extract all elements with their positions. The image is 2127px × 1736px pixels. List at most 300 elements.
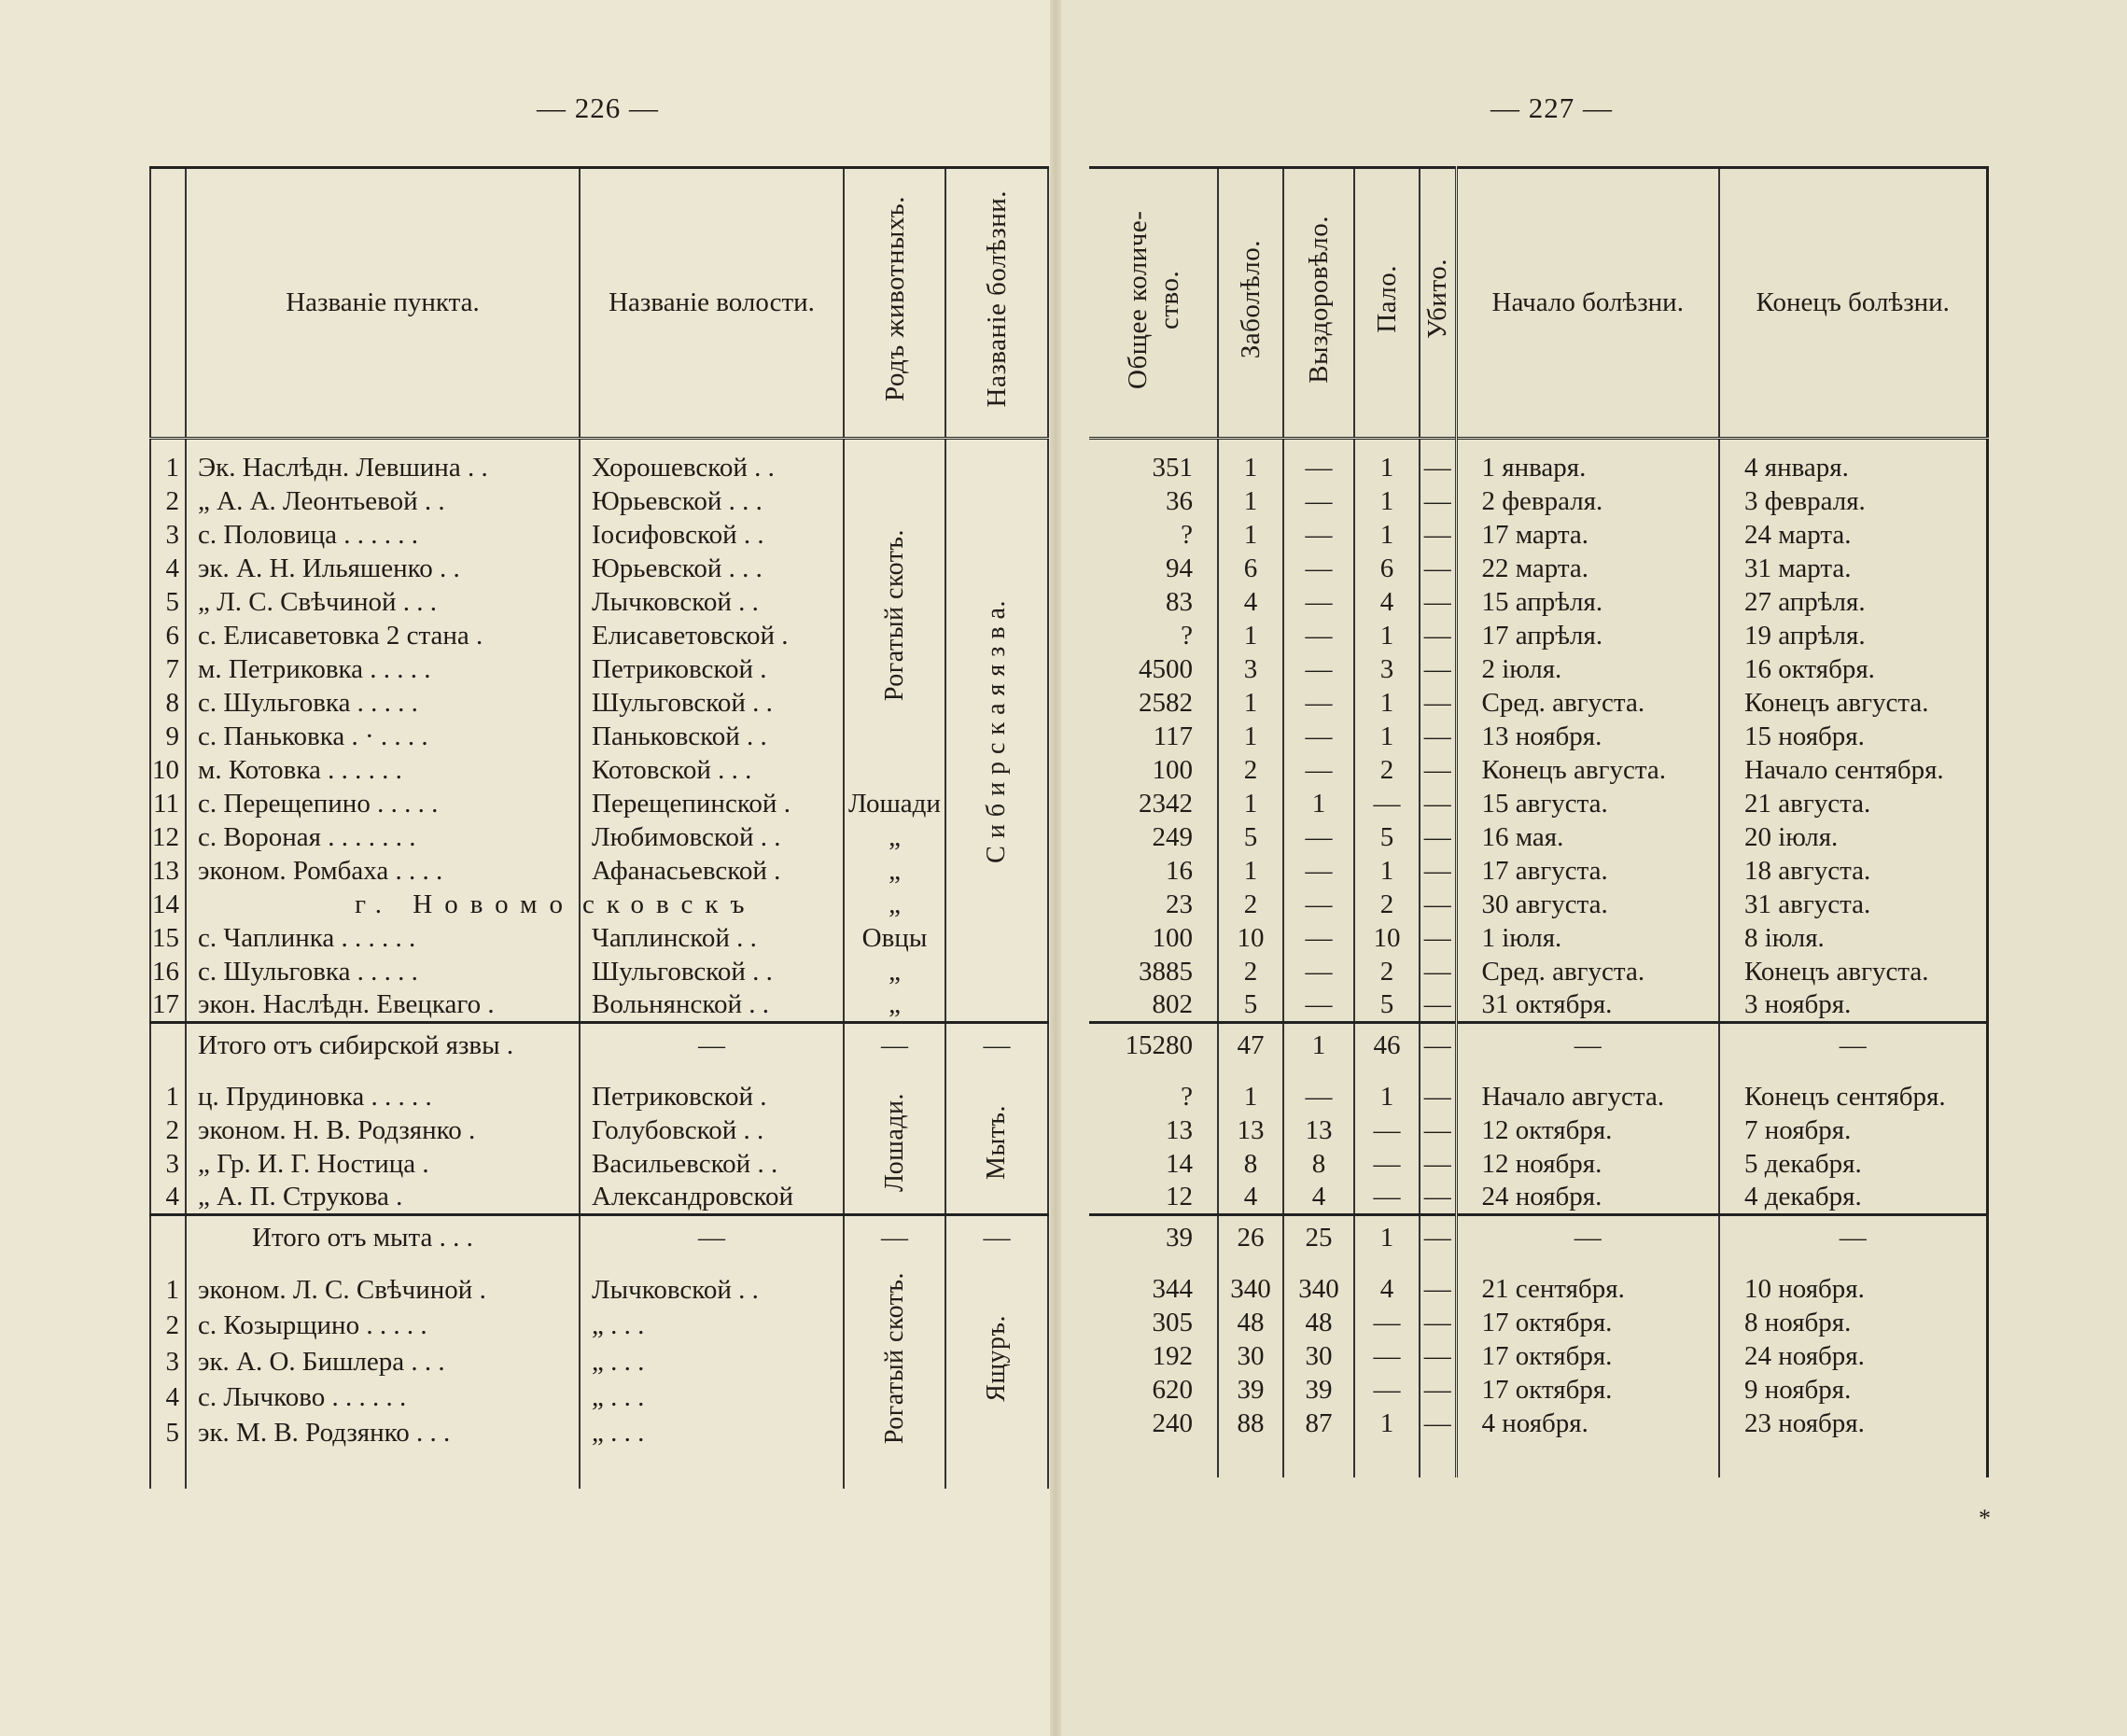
recovered-count: — xyxy=(1283,820,1354,854)
gap-cell xyxy=(1719,1261,1987,1272)
disease-merged xyxy=(945,1080,1048,1214)
died-count: 5 xyxy=(1354,988,1420,1022)
total-count: 2342 xyxy=(1089,787,1218,820)
place-name: с. Перещепино . . . . . xyxy=(186,787,580,820)
total-start-date: — xyxy=(1456,1214,1719,1261)
total-count: 13 xyxy=(1089,1113,1218,1147)
table-row xyxy=(150,1080,1048,1113)
animal-type-merged xyxy=(844,1080,945,1214)
table-row xyxy=(1089,652,1987,686)
disease-label: С и б и р с к а я я з в а. xyxy=(982,600,1011,864)
volost-name: Афанасьевской . xyxy=(580,854,844,888)
end-date: 3 февраля. xyxy=(1744,485,1866,516)
table-row xyxy=(150,888,1048,921)
animal-type: „ xyxy=(844,854,945,888)
volost-name: Елисаветовской . xyxy=(580,619,844,652)
row-number: 17 xyxy=(150,988,186,1022)
row-number: 15 xyxy=(150,921,186,955)
killed-count: — xyxy=(1420,619,1456,652)
place-name: с. Шульговка . . . . . xyxy=(186,955,580,988)
table-row xyxy=(1089,1306,1987,1339)
total-animal: — xyxy=(844,1214,945,1261)
table-row xyxy=(150,988,1048,1022)
killed-count: — xyxy=(1420,451,1456,484)
sick-count: 1 xyxy=(1218,451,1283,484)
table-row xyxy=(1089,787,1987,820)
tail-cell xyxy=(945,1451,1048,1489)
table-row xyxy=(1089,720,1987,753)
sick-count: 6 xyxy=(1218,552,1283,585)
end-date: 24 ноября. xyxy=(1744,1340,1865,1371)
row-number: 1 xyxy=(150,451,186,484)
died-count: 1 xyxy=(1354,854,1420,888)
total-volost: — xyxy=(580,1022,844,1069)
killed-count: — xyxy=(1420,1373,1456,1407)
recovered-count: — xyxy=(1283,720,1354,753)
total-count: 36 xyxy=(1089,484,1218,518)
gap-cell xyxy=(1354,1069,1420,1080)
right-table xyxy=(1089,166,1989,1477)
sick-count: 4 xyxy=(1218,585,1283,619)
gap-cell xyxy=(1283,439,1354,452)
recovered-count: 30 xyxy=(1283,1339,1354,1373)
died-count: 1 xyxy=(1354,619,1420,652)
end-date: 8 іюля. xyxy=(1744,922,1825,953)
tail-cell xyxy=(1283,1440,1354,1477)
total-count: 117 xyxy=(1089,720,1218,753)
gap-cell xyxy=(945,439,1048,452)
recovered-count: — xyxy=(1283,888,1354,921)
volost-name: сковскъ xyxy=(580,888,844,921)
sick-count: 48 xyxy=(1218,1306,1283,1339)
end-date: 20 іюля. xyxy=(1744,821,1839,852)
place-name: Эк. Наслѣдн. Левшина . . xyxy=(186,451,580,484)
end-date: 23 ноября. xyxy=(1744,1407,1865,1438)
right-page-number: — 227 — xyxy=(1490,91,1613,124)
end-date: 8 ноября. xyxy=(1744,1307,1852,1337)
total-count: 14 xyxy=(1089,1147,1218,1181)
place-name: м. Петриковка . . . . . xyxy=(186,652,580,686)
end-date: 18 августа. xyxy=(1744,855,1871,886)
table-row xyxy=(1089,518,1987,552)
start-date: 21 сентября. xyxy=(1456,1272,1719,1306)
table-row xyxy=(150,820,1048,854)
killed-count: — xyxy=(1420,820,1456,854)
start-date: 12 ноября. xyxy=(1456,1147,1719,1181)
sick-count: 1 xyxy=(1218,686,1283,720)
total-count: 12 xyxy=(1089,1181,1218,1214)
tail-cell xyxy=(186,1451,580,1489)
row-number: 1 xyxy=(150,1080,186,1113)
place-name: эк. М. В. Родзянко . . . xyxy=(186,1416,580,1451)
sick-count: 1 xyxy=(1218,619,1283,652)
recovered-count: — xyxy=(1283,988,1354,1022)
tail-cell xyxy=(1089,1440,1218,1477)
total-count: 192 xyxy=(1089,1339,1218,1373)
volost-name: Іосифовской . . xyxy=(580,518,844,552)
place-name: с. Паньковка . · . . . . xyxy=(186,720,580,753)
disease-merged xyxy=(945,1272,1048,1451)
table-row xyxy=(1089,888,1987,921)
gap-row xyxy=(150,439,1048,452)
gap-cell xyxy=(844,1069,945,1080)
row-number: 5 xyxy=(150,1416,186,1451)
died-count: — xyxy=(1354,1339,1420,1373)
row-number: 2 xyxy=(150,1113,186,1147)
header-number xyxy=(150,168,186,439)
killed-count: — xyxy=(1420,787,1456,820)
header-start: Начало болѣзни. xyxy=(1456,168,1719,439)
table-row xyxy=(1089,1339,1987,1373)
gap-row xyxy=(1089,1069,1987,1080)
header-end: Конецъ болѣзни. xyxy=(1756,287,1950,317)
end-date: Начало сентября. xyxy=(1744,754,1944,785)
end-date: 24 марта. xyxy=(1744,519,1852,550)
gap-cell xyxy=(1089,1261,1218,1272)
place-name: экон. Наслѣдн. Евецкаго . xyxy=(186,988,580,1022)
total-blank xyxy=(150,1214,186,1261)
start-date: 17 марта. xyxy=(1456,518,1719,552)
end-date: 3 ноября. xyxy=(1744,988,1852,1019)
start-date: 17 октября. xyxy=(1456,1373,1719,1407)
killed-count: — xyxy=(1420,1407,1456,1440)
total-sick-count: 47 xyxy=(1218,1022,1283,1069)
died-count: — xyxy=(1354,1113,1420,1147)
gap-cell xyxy=(1089,1069,1218,1080)
end-date: 27 апрѣля. xyxy=(1744,586,1866,617)
table-row xyxy=(1089,619,1987,652)
recovered-count: 4 xyxy=(1283,1181,1354,1214)
table-row xyxy=(1089,1181,1987,1214)
left-table xyxy=(149,166,1049,1489)
total-recovered-count: 1 xyxy=(1283,1022,1354,1069)
gap-cell xyxy=(1420,439,1456,452)
total-count: 344 xyxy=(1089,1272,1218,1306)
row-number: 5 xyxy=(150,585,186,619)
start-date: 17 октября. xyxy=(1456,1306,1719,1339)
animal-type: Овцы xyxy=(844,921,945,955)
recovered-count: — xyxy=(1283,1080,1354,1113)
row-number: 10 xyxy=(150,753,186,787)
header-killed: Убито. xyxy=(1420,168,1456,439)
sick-count: 1 xyxy=(1218,484,1283,518)
table-row xyxy=(1089,585,1987,619)
row-number: 4 xyxy=(150,1379,186,1415)
volost-name: „ . . . xyxy=(580,1344,844,1379)
table-row xyxy=(150,854,1048,888)
total-label: Итого отъ сибирской язвы . xyxy=(186,1022,580,1069)
row-number: 12 xyxy=(150,820,186,854)
gap-row xyxy=(1089,1261,1987,1272)
killed-count: — xyxy=(1420,518,1456,552)
total-count: ? xyxy=(1089,1080,1218,1113)
died-count: — xyxy=(1354,1181,1420,1214)
sick-count: 1 xyxy=(1218,854,1283,888)
gap-cell xyxy=(186,1069,580,1080)
total-count: 249 xyxy=(1089,820,1218,854)
recovered-count: 8 xyxy=(1283,1147,1354,1181)
died-count: 3 xyxy=(1354,652,1420,686)
start-date: 24 ноября. xyxy=(1456,1181,1719,1214)
end-date: 4 декабря. xyxy=(1744,1181,1862,1211)
end-date: 15 ноября. xyxy=(1744,721,1865,751)
total-count: 305 xyxy=(1089,1306,1218,1339)
table-row xyxy=(150,1272,1048,1308)
gap-cell xyxy=(1089,439,1218,452)
animal-type-merged xyxy=(844,451,945,787)
place-name: с. Козырщино . . . . . xyxy=(186,1308,580,1343)
gap-cell xyxy=(1218,1069,1283,1080)
header-disease: Названіе болѣзни. xyxy=(982,190,1012,408)
footnote-mark: * xyxy=(1979,1505,1991,1532)
died-count: 4 xyxy=(1354,585,1420,619)
total-count: ? xyxy=(1089,619,1218,652)
recovered-count: — xyxy=(1283,451,1354,484)
table-row xyxy=(1089,1113,1987,1147)
animal-type-label: Рогатый скотъ. xyxy=(879,1272,909,1445)
sick-count: 1 xyxy=(1218,518,1283,552)
killed-count: — xyxy=(1420,1113,1456,1147)
start-date: 1 іюля. xyxy=(1456,921,1719,955)
tail-row xyxy=(1089,1440,1987,1477)
total-blank xyxy=(150,1022,186,1069)
total-total-count: 15280 xyxy=(1089,1022,1218,1069)
volost-name: Петриковской . xyxy=(580,652,844,686)
gap-cell xyxy=(844,439,945,452)
table-row xyxy=(150,787,1048,820)
place-name: „ А. П. Струкова . xyxy=(186,1181,580,1214)
row-number: 13 xyxy=(150,854,186,888)
gap-cell xyxy=(150,439,186,452)
start-date: 30 августа. xyxy=(1456,888,1719,921)
place-name: с. Елисаветовка 2 стана . xyxy=(186,619,580,652)
header-place: Названіе пункта. xyxy=(186,168,580,439)
end-date: Конецъ сентября. xyxy=(1744,1081,1946,1112)
table-row xyxy=(1089,1147,1987,1181)
tail-cell xyxy=(1456,1440,1719,1477)
killed-count: — xyxy=(1420,484,1456,518)
disease-label: Ящуръ. xyxy=(982,1314,1011,1402)
total-count: 2582 xyxy=(1089,686,1218,720)
volost-name: Юрьевской . . . xyxy=(580,552,844,585)
end-date: 19 апрѣля. xyxy=(1744,620,1866,651)
sick-count: 1 xyxy=(1218,787,1283,820)
gap-cell xyxy=(1218,1261,1283,1272)
disease-merged xyxy=(945,451,1048,1022)
place-name: эконом. Ромбаха . . . . xyxy=(186,854,580,888)
gap-cell xyxy=(1283,1261,1354,1272)
sick-count: 5 xyxy=(1218,988,1283,1022)
table-row xyxy=(1089,1407,1987,1440)
table-row xyxy=(1089,921,1987,955)
table-row xyxy=(1089,552,1987,585)
total-count: 240 xyxy=(1089,1407,1218,1440)
killed-count: — xyxy=(1420,753,1456,787)
recovered-count: 340 xyxy=(1283,1272,1354,1306)
header-sick: Заболѣло. xyxy=(1218,168,1283,439)
tail-cell xyxy=(1354,1440,1420,1477)
tail-cell xyxy=(1420,1440,1456,1477)
table-row xyxy=(150,451,1048,484)
tail-cell xyxy=(150,1451,186,1489)
gap-cell xyxy=(1283,1069,1354,1080)
sick-count: 39 xyxy=(1218,1373,1283,1407)
sick-count: 340 xyxy=(1218,1272,1283,1306)
died-count: 2 xyxy=(1354,888,1420,921)
total-animal: — xyxy=(844,1022,945,1069)
animal-type: Лошади xyxy=(844,787,945,820)
start-date: 16 мая. xyxy=(1456,820,1719,854)
start-date: 2 февраля. xyxy=(1456,484,1719,518)
row-number: 3 xyxy=(150,518,186,552)
gap-cell xyxy=(1218,439,1283,452)
total-label: Итого отъ мыта . . . xyxy=(186,1214,580,1261)
header-recovered: Выздоровѣло. xyxy=(1283,168,1354,439)
gap-cell xyxy=(1719,1069,1987,1080)
total-disease: — xyxy=(983,1030,1011,1061)
row-number: 14 xyxy=(150,888,186,921)
gap-row xyxy=(150,1069,1048,1080)
end-date: 16 октября. xyxy=(1744,653,1875,684)
header-animal: Родъ животныхъ. xyxy=(844,168,945,439)
died-count: 4 xyxy=(1354,1272,1420,1306)
died-count: 1 xyxy=(1354,1407,1420,1440)
table-row xyxy=(1089,820,1987,854)
volost-name: „ . . . xyxy=(580,1416,844,1451)
end-date: 7 ноября. xyxy=(1744,1114,1852,1145)
recovered-count: 87 xyxy=(1283,1407,1354,1440)
killed-count: — xyxy=(1420,1272,1456,1306)
died-count: — xyxy=(1354,787,1420,820)
row-number: 2 xyxy=(150,1308,186,1343)
volost-name: Перещепинской . xyxy=(580,787,844,820)
total-volost: — xyxy=(580,1214,844,1261)
recovered-count: — xyxy=(1283,518,1354,552)
gap-cell xyxy=(580,1069,844,1080)
died-count: — xyxy=(1354,1373,1420,1407)
sick-count: 5 xyxy=(1218,820,1283,854)
end-date: 31 августа. xyxy=(1744,889,1871,919)
killed-count: — xyxy=(1420,652,1456,686)
place-name: с. Половица . . . . . . xyxy=(186,518,580,552)
total-end-date: — xyxy=(1839,1030,1867,1061)
sick-count: 13 xyxy=(1218,1113,1283,1147)
died-count: 1 xyxy=(1354,1080,1420,1113)
recovered-count: 48 xyxy=(1283,1306,1354,1339)
header-volost: Названіе волости. xyxy=(580,168,844,439)
row-number: 4 xyxy=(150,552,186,585)
killed-count: — xyxy=(1420,585,1456,619)
killed-count: — xyxy=(1420,1306,1456,1339)
row-number: 2 xyxy=(150,484,186,518)
place-name: с. Лычково . . . . . . xyxy=(186,1379,580,1415)
table-row xyxy=(150,955,1048,988)
volost-name: Вольнянской . . xyxy=(580,988,844,1022)
book-gutter xyxy=(1050,0,1061,1736)
sick-count: 1 xyxy=(1218,720,1283,753)
died-count: 1 xyxy=(1354,484,1420,518)
died-count: 5 xyxy=(1354,820,1420,854)
place-name: эконом. Л. С. Свѣчиной . xyxy=(186,1272,580,1308)
volost-name: Паньковской . . xyxy=(580,720,844,753)
end-date: Конецъ августа. xyxy=(1744,956,1929,987)
place-name: „ Гр. И. Г. Ностица . xyxy=(186,1147,580,1181)
start-date: 13 ноября. xyxy=(1456,720,1719,753)
end-date: 31 марта. xyxy=(1744,553,1852,583)
start-date: Конецъ августа. xyxy=(1456,753,1719,787)
table-row xyxy=(1089,753,1987,787)
animal-type: „ xyxy=(844,820,945,854)
row-number: 11 xyxy=(150,787,186,820)
died-count: 1 xyxy=(1354,720,1420,753)
recovered-count: — xyxy=(1283,955,1354,988)
start-date: Сред. августа. xyxy=(1456,955,1719,988)
row-number: 1 xyxy=(150,1272,186,1308)
killed-count: — xyxy=(1420,1339,1456,1373)
total-recovered-count: 25 xyxy=(1283,1214,1354,1261)
volost-name: Александровской xyxy=(580,1181,844,1214)
row-number: 16 xyxy=(150,955,186,988)
header-total: Общее количе- ство. xyxy=(1089,168,1218,439)
left-page-number: — 226 — xyxy=(537,91,659,124)
disease-label: Мытъ. xyxy=(982,1105,1011,1181)
gap-cell xyxy=(1456,1069,1719,1080)
table-row xyxy=(1089,1080,1987,1113)
sick-count: 88 xyxy=(1218,1407,1283,1440)
row-number: 6 xyxy=(150,619,186,652)
recovered-count: 13 xyxy=(1283,1113,1354,1147)
recovered-count: — xyxy=(1283,652,1354,686)
start-date: 31 октября. xyxy=(1456,988,1719,1022)
volost-name: Любимовской . . xyxy=(580,820,844,854)
table-row xyxy=(1089,955,1987,988)
start-date: 15 августа. xyxy=(1456,787,1719,820)
start-date: 4 ноября. xyxy=(1456,1407,1719,1440)
died-count: 2 xyxy=(1354,955,1420,988)
total-start-date: — xyxy=(1456,1022,1719,1069)
gap-row xyxy=(1089,439,1987,452)
start-date: 22 марта. xyxy=(1456,552,1719,585)
end-date: Конецъ августа. xyxy=(1744,687,1929,718)
recovered-count: — xyxy=(1283,619,1354,652)
place-name: г. Новомо xyxy=(186,888,580,921)
place-name: эк. А. О. Бишлера . . . xyxy=(186,1344,580,1379)
killed-count: — xyxy=(1420,1181,1456,1214)
recovered-count: — xyxy=(1283,854,1354,888)
total-row xyxy=(1089,1022,1987,1069)
animal-type: „ xyxy=(844,955,945,988)
sick-count: 2 xyxy=(1218,955,1283,988)
killed-count: — xyxy=(1420,1080,1456,1113)
died-count: — xyxy=(1354,1306,1420,1339)
sick-count: 4 xyxy=(1218,1181,1283,1214)
recovered-count: — xyxy=(1283,552,1354,585)
gap-cell xyxy=(150,1261,186,1272)
total-count: 94 xyxy=(1089,552,1218,585)
sick-count: 30 xyxy=(1218,1339,1283,1373)
total-count: 16 xyxy=(1089,854,1218,888)
total-killed-count: — xyxy=(1420,1214,1456,1261)
volost-name: Лычковской . . xyxy=(580,1272,844,1308)
total-count: 3885 xyxy=(1089,955,1218,988)
volost-name: Голубовской . . xyxy=(580,1113,844,1147)
died-count: 10 xyxy=(1354,921,1420,955)
gap-cell xyxy=(1719,439,1987,452)
gap-cell xyxy=(580,1261,844,1272)
total-disease: — xyxy=(983,1223,1011,1253)
start-date: 17 октября. xyxy=(1456,1339,1719,1373)
sick-count: 10 xyxy=(1218,921,1283,955)
